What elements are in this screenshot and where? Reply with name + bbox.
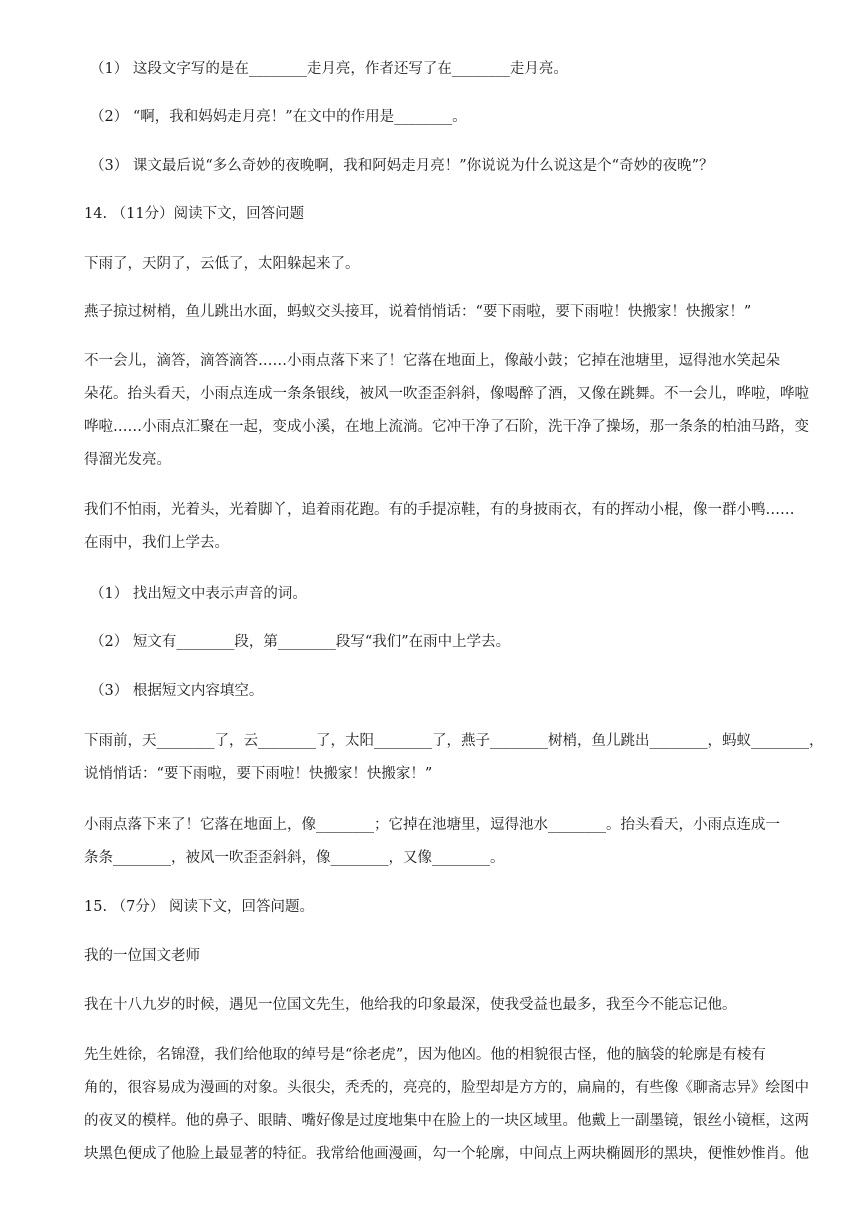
question-3: （3） 根据短文内容填空。 — [90, 683, 264, 699]
question-2: （2） 短文有________段，第________段写“我们”在雨中上学去。 — [90, 634, 511, 650]
passage-line: 先生姓徐，名锦澄，我们给他取的绰号是“徐老虎”，因为他凶。他的相貌很古怪，他的脑袋的轮廓是有棱有 — [84, 1047, 766, 1063]
question-2: （2） “啊，我和妈妈走月亮！”在文中的作用是________。 — [90, 109, 467, 125]
passage-line: 下雨了，天阴了，云低了，太阳躲起来了。 — [84, 256, 360, 272]
passage-line: 朵花。抬头看天，小雨点连成一条条银线，被风一吹歪歪斜斜，像喝醉了酒，又像在跳舞。不一会儿，哗啦，哗啦 — [84, 386, 809, 402]
fill-in-line: 下雨前，天________了，云________了，太阳________了，燕子________树梢，鱼儿跳出________，蚂蚁________， — [84, 733, 824, 749]
passage-line: 块黑色便成了他脸上最显著的特征。我常给他画漫画，勾一个轮廓，中间点上两块椭圆形的黑块，便惟妙惟肖。他 — [84, 1146, 809, 1162]
passage-line: 角的，很容易成为漫画的对象。头很尖，秃秃的，亮亮的，脸型却是方方的，扁扁的，有些像《聊斋志异》绘图中 — [84, 1080, 809, 1096]
question-1: （1） 这段文字写的是在________走月亮，作者还写了在________走月亮。 — [90, 61, 568, 77]
passage-line: 我在十八九岁的时候，遇见一位国文先生，他给我的印象最深，使我受益也最多，我至今不能忘记他。 — [84, 997, 737, 1013]
fill-in-line: 条条________，被风一吹歪歪斜斜，像________，又像________。 — [84, 850, 505, 866]
passage-line: 在雨中，我们上学去。 — [84, 535, 229, 551]
fill-in-line: 说悄悄话：“要下雨啦，要下雨啦！快搬家！快搬家！” — [84, 766, 433, 782]
question-3: （3） 课文最后说“多么奇妙的夜晚啊，我和阿妈走月亮！”你说说为什么说这是个“奇妙的夜晚”？ — [90, 158, 714, 174]
fill-in-line: 小雨点落下来了！它落在地面上，像________；它掉在池塘里，逗得池水________。抬头看天，小雨点连成一 — [84, 817, 780, 833]
passage-line: 哗啦……小雨点汇聚在一起，变成小溪，在地上流淌。它冲干净了石阶，洗干净了操场，那一条条的柏油马路，变 — [84, 419, 809, 435]
passage-line: 不一会儿，滴答，滴答滴答……小雨点落下来了！它落在地面上，像敲小鼓；它掉在池塘里，逗得池水笑起朵 — [84, 353, 780, 369]
section-15-heading: 15. （7分） 阅读下文，回答问题。 — [84, 899, 315, 915]
passage-line: 燕子掠过树梢，鱼儿跳出水面，蚂蚁交头接耳，说着悄悄话：“要下雨啦，要下雨啦！快搬家！快搬家！” — [84, 304, 752, 320]
passage-title: 我的一位国文老师 — [84, 948, 200, 964]
question-1: （1） 找出短文中表示声音的词。 — [90, 586, 307, 602]
section-14-heading: 14. （11分）阅读下文，回答问题 — [84, 206, 305, 222]
passage-line: 的夜叉的模样。他的鼻子、眼睛、嘴好像是过度地集中在脸上的一块区域里。他戴上一副墨镜，银丝小镜框，这两 — [84, 1113, 809, 1129]
passage-line: 我们不怕雨，光着头，光着脚丫，追着雨花跑。有的手提凉鞋，有的身披雨衣，有的挥动小棍，像一群小鸭…… — [84, 502, 795, 518]
passage-line: 得溜光发亮。 — [84, 452, 171, 468]
